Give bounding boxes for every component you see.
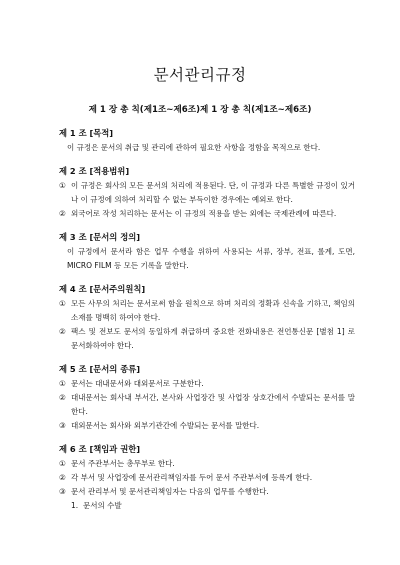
clause-number: ② (59, 327, 66, 336)
article-2 (59, 164, 355, 221)
chapter-heading: 제 1 장 총 칙(제1조~제6조)제 1 장 총 칙(제1조~제6조) (88, 105, 312, 115)
clause-item (59, 391, 355, 419)
clause-text: 모든 사무의 처리는 문서로써 함을 원칙으로 하며 처리의 정확과 신속을 기하고, 책임의 소재를 명백히 하여야 한다. (71, 299, 355, 322)
clause-item (59, 377, 355, 391)
clause-text: 외국어로 작성 처리하는 문서는 이 규정의 적용을 받는 외에는 국제관례에 따른다. (71, 209, 337, 218)
clause-number: ③ (59, 487, 66, 496)
clause-item (59, 471, 355, 485)
clause-text: 팩스 및 전보도 문서의 동일하게 취급하며 중요한 전화내용은 전언통신문 [별첨 1] 로 문서화하여야 한다. (71, 327, 355, 350)
sub-item (59, 499, 355, 513)
article-text: 이 규정은 문서의 취급 및 관리에 관하여 필요한 사항을 정함을 목적으로 한다. (67, 143, 321, 152)
clause-item (59, 419, 355, 433)
clause-text: 각 부서 및 사업장에 문서관리책임자를 두어 문서 주관부서에 등록게 한다. (71, 473, 313, 482)
article-6 (59, 442, 355, 513)
clause-text: 이 규정은 회사의 모든 문서의 처리에 적용된다. 단, 이 규정과 다른 특별한 규정이 있거나 이 규정에 의하여 처리할 수 없는 부득이한 경우에는 예외로 한다. (71, 181, 355, 204)
article-5 (59, 362, 355, 433)
clause-number: ① (59, 181, 66, 190)
clause-number: ③ (59, 421, 66, 430)
document-title: 문서관리규정 (153, 66, 247, 84)
article-title: 제 1 조 [목적] (59, 128, 114, 138)
clause-number: ② (59, 209, 66, 218)
sub-item-number: 1. (71, 501, 79, 510)
clause-number: ② (59, 473, 66, 482)
document-body (59, 126, 355, 522)
article-title: 제 4 조 [문서주의원칙] (59, 284, 146, 294)
clause-number: ② (59, 393, 66, 402)
article-3 (59, 230, 355, 273)
clause-text: 문서 주관부서는 총무부로 한다. (71, 459, 175, 468)
clause-item (59, 485, 355, 499)
clause-item (59, 297, 355, 325)
clause-number: ① (59, 379, 66, 388)
article-title: 제 2 조 [적용범위] (59, 166, 130, 176)
article-title: 제 6 조 [책임과 권한] (59, 444, 141, 454)
clause-item (59, 207, 355, 221)
clause-text: 대외문서는 회사와 외부기관간에 수발되는 문서를 말한다. (71, 421, 260, 430)
article-1 (59, 126, 355, 155)
sub-item-text: 문서의 수발 (83, 501, 122, 510)
clause-item (59, 325, 355, 353)
clause-number: ① (59, 299, 66, 308)
clause-text: 문서는 대내문서와 대외문서로 구분한다. (71, 379, 204, 388)
article-4 (59, 282, 355, 353)
clause-number: ① (59, 459, 66, 468)
clause-item (59, 457, 355, 471)
clause-text: 문서 관리부서 및 문서관리책임자는 다음의 업무를 수행한다. (71, 487, 269, 496)
article-text: 이 규정에서 문서라 함은 업무 수행을 위하여 사용되는 서류, 장부, 전표, 롤계, 도면, MICRO FILM 등 모든 기록을 말한다. (67, 247, 355, 270)
clause-item (59, 179, 355, 207)
article-title: 제 5 조 [문서의 종류] (59, 364, 141, 374)
clause-text: 대내문서는 회사내 부서간, 본사와 사업장간 및 사업장 상호간에서 수발되는 문서를 말한다. (71, 393, 355, 416)
article-title: 제 3 조 [문서의 정의] (59, 232, 141, 242)
